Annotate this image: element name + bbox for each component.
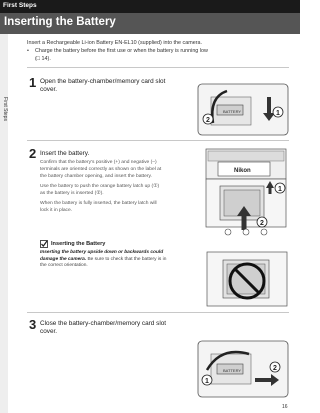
insert-battery-illustration [200,148,289,238]
step-number: 2 [29,146,37,161]
note-warning-line1: Inserting the battery upside down or backwards could [40,250,164,255]
intro-text: Insert a Rechargeable Li-ion Battery EN-EL10 (supplied) into the camera. [27,40,202,46]
callout-1: 1 [276,110,280,117]
note-title: Inserting the Battery [51,241,106,247]
text-line: the battery chamber opening, and insert the battery. [40,173,152,179]
callout-2: 2 [206,117,210,124]
step-title-line1: Open the battery-chamber/memory card slot [40,78,166,85]
bullet-dot: • [27,48,29,54]
side-tab [0,34,8,413]
step-title-line2: cover. [40,328,58,335]
text-line: lock it in place. [40,207,73,213]
section-label: First Steps [3,2,37,9]
step-title-line2: cover. [40,86,58,93]
text-line: When the battery is fully inserted, the battery latch will [40,201,157,206]
checkmark-icon [40,240,48,248]
step2-paragraph-2 [40,184,200,198]
page-number: 16 [282,404,288,410]
text-line: Confirm that the battery's positive (+) and negative (–) [40,160,157,165]
note-text: the correct orientation. [40,263,88,268]
callout-2: 2 [273,365,277,372]
note-body [40,250,200,270]
svg-text:BATTERY: BATTERY [223,368,242,373]
note-warning-line2: damage the camera. [40,256,87,262]
svg-text:BATTERY: BATTERY [223,109,242,114]
step-title-line1: Close the battery-chamber/memory card slot [40,320,167,327]
text-line: as the battery is inserted (②). [40,190,104,196]
section-header-bar [0,0,300,13]
divider [27,140,289,141]
text-line: terminals are oriented correctly as shown on the label at [40,166,162,172]
title-bar [0,13,300,34]
step-number: 3 [29,317,37,332]
page-title: Inserting the Battery [4,16,116,28]
text-line: Use the battery to push the orange battery latch up (①) [40,184,160,189]
step-title: Insert the battery. [40,150,90,157]
note-text: Be sure to check that the battery is in [86,256,167,262]
bullet-text-line2: (□ 14). [35,56,51,62]
open-cover-illustration [197,83,289,136]
bullet-item [27,48,289,56]
brand-label: Nikon [234,168,251,174]
close-cover-illustration [197,340,289,398]
divider [27,67,289,68]
callout-1: 1 [278,186,282,193]
callout-2: 2 [260,220,264,227]
step2-paragraph-3 [40,201,200,215]
step2-paragraph-1 [40,160,200,180]
side-tab-label: First Steps [1,97,8,121]
wrong-orientation-illustration [205,250,289,308]
step-number: 1 [29,75,37,90]
callout-1: 1 [205,378,209,385]
bullet-text-line1: Charge the battery before the first use or when the battery is running low [35,48,208,54]
divider [27,312,289,313]
